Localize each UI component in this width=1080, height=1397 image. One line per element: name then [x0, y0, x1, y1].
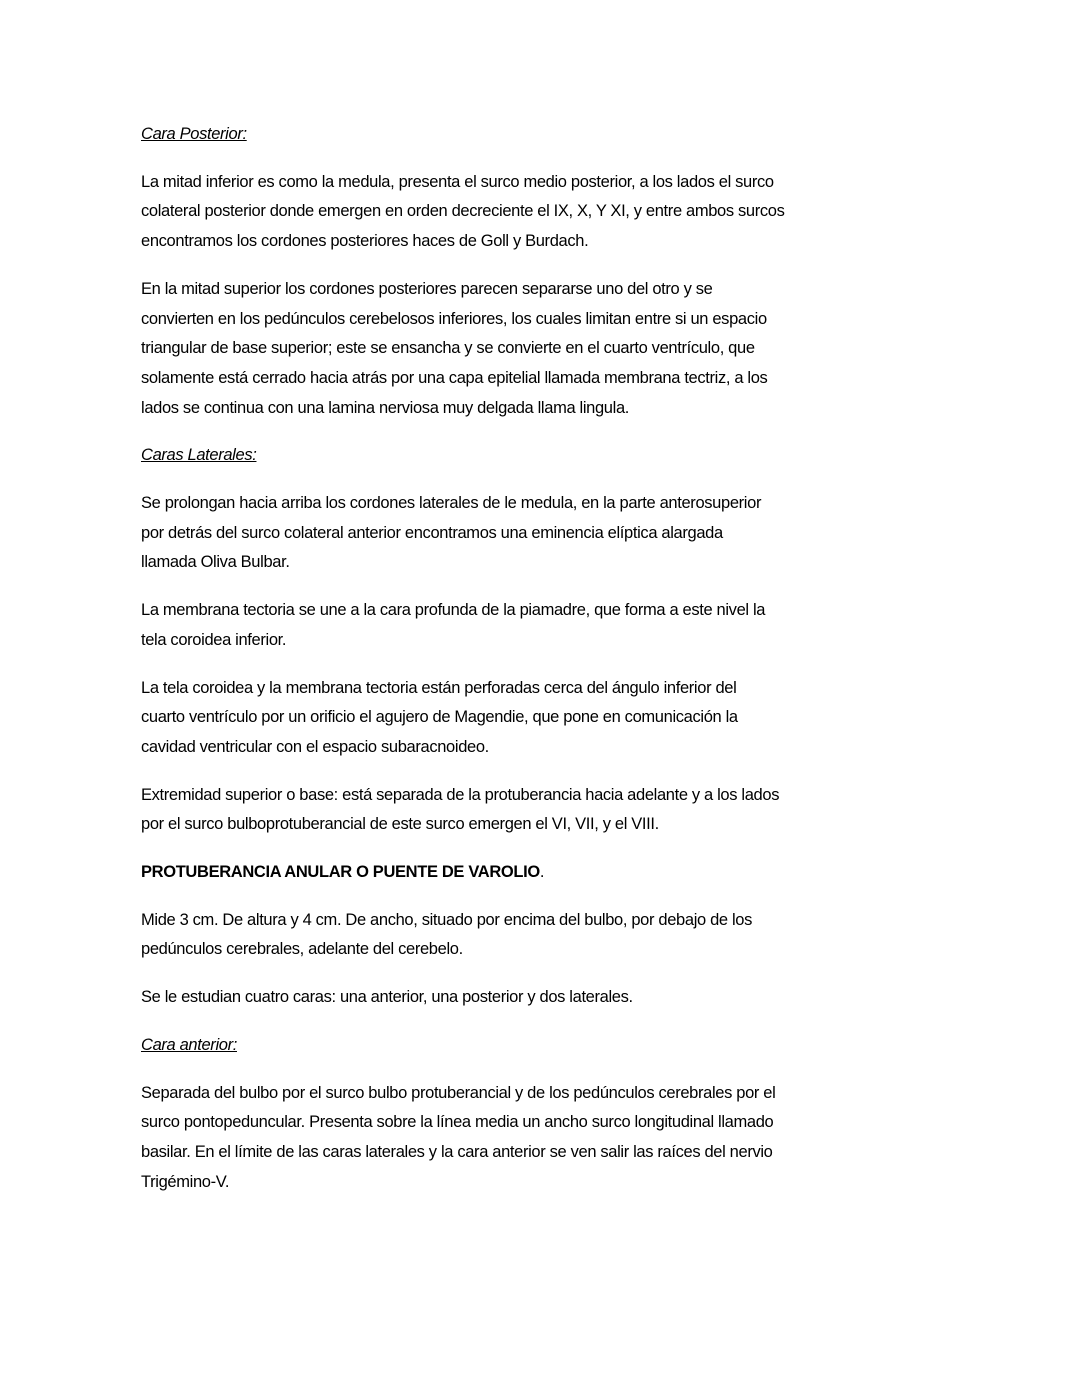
paragraph [141, 168, 941, 257]
paragraph-line: lados se continua con una lamina nerviosa muy delgada llama lingula. [141, 398, 630, 417]
paragraph-line: Se prolongan hacia arriba los cordones laterales de le medula, en la parte anterosuperior [141, 494, 762, 513]
paragraph-line: La tela coroidea y la membrana tectoria están perforadas cerca del ángulo inferior del [141, 678, 737, 697]
paragraph-line: cuarto ventrículo por un orificio el agujero de Magendie, que pone en comunicación la [141, 708, 738, 727]
paragraph [141, 781, 941, 840]
paragraph [141, 674, 941, 763]
paragraph-line: llamada Oliva Bulbar. [141, 553, 290, 572]
paragraph-line: convierten en los pedúnculos cerebelosos inferiores, los cuales limitan entre si un espacio [141, 309, 767, 328]
paragraph-line: basilar. En el límite de las caras laterales y la cara anterior se ven salir las raíces del nervio [141, 1142, 773, 1161]
paragraph-line: triangular de base superior; este se ensancha y se convierte en el cuarto ventrículo, que [141, 339, 755, 358]
paragraph [141, 983, 941, 1013]
subheading-text: Cara Posterior: [141, 125, 247, 143]
section-subheading [141, 1031, 941, 1061]
subheading-text: Caras Laterales: [141, 446, 257, 465]
section-subheading [141, 120, 941, 150]
subheading-text: Cara anterior: [141, 1035, 237, 1054]
paragraph-line: La mitad inferior es como la medula, presenta el surco medio posterior, a los lados el surco [141, 172, 774, 191]
paragraph-line: En la mitad superior los cordones posteriores parecen separarse uno del otro y se [141, 279, 713, 298]
paragraph-line: Extremidad superior o base: está separada de la protuberancia hacia adelante y a los lados [141, 785, 780, 804]
paragraph-line: cavidad ventricular con el espacio subaracnoideo. [141, 737, 489, 756]
paragraph-line: Trigémino-V. [141, 1172, 230, 1191]
paragraph-line: solamente está cerrado hacia atrás por una capa epitelial llamada membrana tectriz, a los [141, 368, 768, 387]
paragraph [141, 489, 941, 578]
paragraph [141, 906, 941, 965]
paragraph-line: Se le estudian cuatro caras: una anterior, una posterior y dos laterales. [141, 988, 633, 1007]
paragraph-line: Separada del bulbo por el surco bulbo protuberancial y de los pedúnculos cerebrales por el [141, 1083, 776, 1102]
paragraph-line: encontramos los cordones posteriores haces de Goll y Burdach. [141, 232, 589, 251]
document-body [141, 120, 941, 1215]
section-subheading [141, 441, 941, 471]
paragraph-line: surco pontopeduncular. Presenta sobre la línea media un ancho surco longitudinal llamado [141, 1113, 774, 1132]
paragraph-line: por detrás del surco colateral anterior encontramos una eminencia elíptica alargada [141, 523, 723, 542]
heading-text: PROTUBERANCIA ANULAR O PUENTE DE VAROLIO [141, 863, 540, 882]
paragraph [141, 1079, 941, 1198]
heading-suffix: . [539, 863, 545, 882]
paragraph-line: tela coroidea inferior. [141, 630, 287, 649]
paragraph-line: por el surco bulboprotuberancial de este surco emergen el VI, VII, y el VIII. [141, 815, 659, 834]
paragraph-line: pedúnculos cerebrales, adelante del cerebelo. [141, 940, 463, 959]
section-heading [141, 858, 941, 888]
paragraph-line: Mide 3 cm. De altura y 4 cm. De ancho, situado por encima del bulbo, por debajo de los [141, 910, 752, 929]
paragraph-line: colateral posterior donde emergen en orden decreciente el IX, X, Y XI, y entre ambos surcos [141, 202, 785, 221]
paragraph-line: La membrana tectoria se une a la cara profunda de la piamadre, que forma a este nivel la [141, 601, 766, 620]
paragraph [141, 596, 941, 655]
paragraph [141, 275, 941, 424]
